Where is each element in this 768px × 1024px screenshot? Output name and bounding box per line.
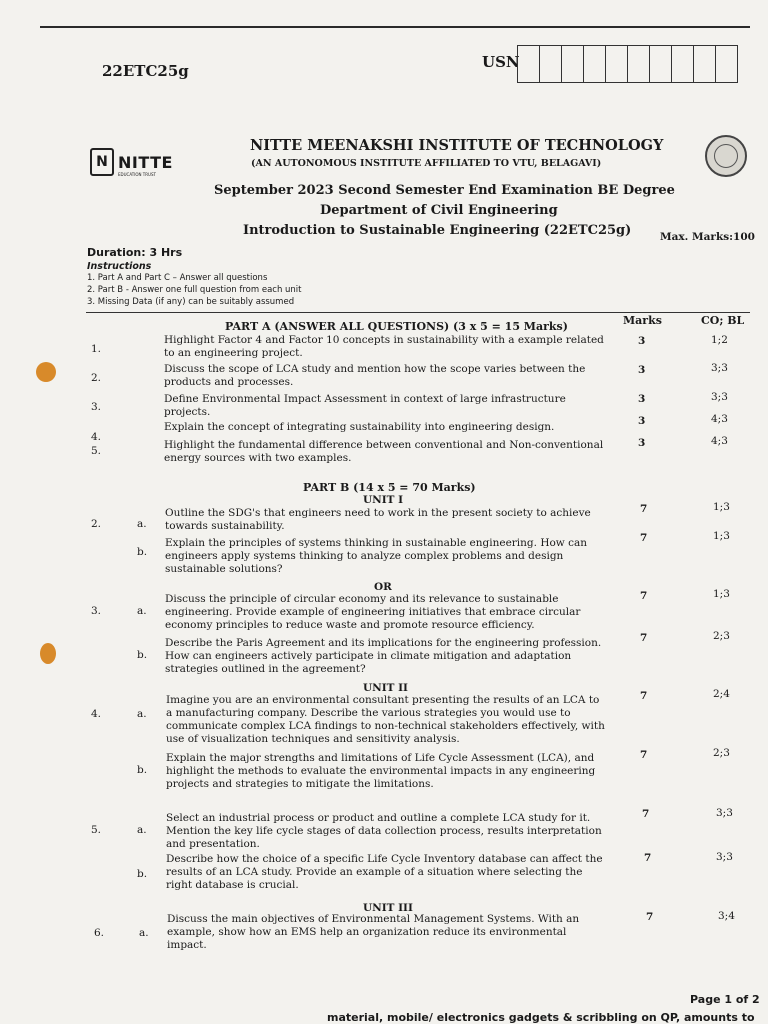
usn-boxes — [517, 45, 738, 83]
stain-mark — [36, 362, 56, 382]
or-label: OR — [374, 581, 392, 593]
question-number: 6. — [94, 927, 105, 939]
nitte-logo-icon: N — [90, 148, 114, 176]
usn-cell — [583, 45, 605, 83]
question-number: 2. — [91, 518, 102, 530]
question-marks: 7 — [640, 503, 648, 515]
question-text: Describe the Paris Agreement and its implications for the engineering profession. How can engineers actively participate in climate mitigation and adaptation strategies outlined in the agreement? — [165, 637, 602, 675]
affiliation: (AN AUTONOMOUS INSTITUTE AFFILIATED TO VTU, BELAGAVI) — [251, 158, 602, 169]
question-co: 2;4 — [713, 688, 730, 700]
department: Department of Civil Engineering — [320, 203, 558, 218]
page-number: Page 1 of 2 — [690, 993, 760, 1006]
question-number: 2. — [91, 372, 102, 384]
question-marks: 7 — [640, 632, 648, 644]
institute-seal-icon — [705, 135, 747, 177]
question-sub: a. — [137, 708, 147, 720]
question-co: 2;3 — [713, 747, 730, 759]
question-marks: 3 — [638, 335, 646, 347]
question-text: Explain the principles of systems thinking in sustainable engineering. How can engineers apply systems thinking to analyze complex problems and design sustainable solutions? — [165, 537, 588, 575]
question-co: 4;3 — [711, 413, 728, 425]
course-code: 22ETC25g — [102, 62, 189, 80]
usn-cell — [539, 45, 561, 83]
question-number: 3. — [91, 401, 102, 413]
question-sub: a. — [139, 927, 149, 939]
question-number: 5. — [91, 445, 102, 457]
question-sub: a. — [137, 824, 147, 836]
question-marks: 3 — [638, 437, 646, 449]
stain-mark — [40, 643, 56, 664]
question-text: Imagine you are an environmental consultant presenting the results of an LCA to a manufacturing company. Describe the various strategies you would use to communicate complex LCA findings to non-technical stakeholders effectively, with use of visualization techniques and sensitivity analysis. — [166, 694, 605, 745]
subject-title: Introduction to Sustainable Engineering (22ETC25g) — [243, 223, 632, 238]
question-text: Explain the major strengths and limitations of Life Cycle Assessment (LCA), and highlight the methods to evaluate the environmental impacts in any engineering projects and strategies to mitigate the limitations. — [166, 752, 596, 790]
question-marks: 3 — [638, 415, 646, 427]
question-text: Discuss the principle of circular economy and its relevance to sustainable engineering. Provide example of engineering initiatives that embrace circular economy principles to reduce waste and promote resource efficiency. — [165, 593, 581, 631]
top-rule — [40, 26, 750, 28]
question-marks: 7 — [640, 590, 648, 602]
question-sub: b. — [137, 649, 148, 661]
instruction-item: 3. Missing Data (if any) can be suitably assumed — [87, 297, 295, 307]
question-number: 3. — [91, 605, 102, 617]
question-co: 3;3 — [716, 851, 733, 863]
question-text: Define Environmental Impact Assessment in context of large infrastructure projects. — [164, 393, 566, 418]
usn-cell — [605, 45, 627, 83]
logo-text: NITTE — [118, 152, 173, 172]
question-co: 3;3 — [711, 391, 728, 403]
question-sub: a. — [137, 605, 147, 617]
unit-heading: UNIT III — [363, 902, 413, 914]
question-number: 4. — [91, 431, 102, 443]
usn-cell — [693, 45, 715, 83]
question-sub: b. — [137, 546, 148, 558]
question-number: 1. — [91, 343, 102, 355]
question-marks: 3 — [638, 393, 646, 405]
part-b-heading: PART B (14 x 5 = 70 Marks) — [303, 481, 476, 494]
question-text: Discuss the main objectives of Environmental Management Systems. With an example, show how an EMS help an organization reduce its environmental impact. — [167, 913, 580, 951]
question-marks: 7 — [642, 808, 650, 820]
question-co: 4;3 — [711, 435, 728, 447]
duration: Duration: 3 Hrs — [87, 246, 183, 259]
co-bl-column-header: CO; BL — [701, 314, 745, 327]
instruction-item: 1. Part A and Part C – Answer all questions — [87, 273, 268, 283]
question-co: 1;3 — [713, 588, 730, 600]
marks-column-header: Marks — [623, 314, 662, 327]
question-text: Highlight the fundamental difference between conventional and Non-conventional energy sources with two examples. — [164, 439, 604, 464]
question-co: 3;3 — [711, 362, 728, 374]
question-marks: 7 — [640, 532, 648, 544]
question-co: 2;3 — [713, 630, 730, 642]
question-co: 3;4 — [718, 910, 735, 922]
instruction-item: 2. Part B - Answer one full question from each unit — [87, 285, 302, 295]
question-text: Outline the SDG's that engineers need to work in the present society to achieve towards sustainability. — [165, 507, 591, 532]
question-number: 4. — [91, 708, 102, 720]
instructions-title: Instructions — [87, 261, 152, 272]
question-marks: 3 — [638, 364, 646, 376]
max-marks: Max. Marks:100 — [660, 231, 755, 243]
question-text: Highlight Factor 4 and Factor 10 concepts in sustainability with a example related to an engineering project. — [164, 334, 604, 359]
logo-subtext: EDUCATION TRUST — [118, 172, 156, 177]
question-sub: b. — [137, 764, 148, 776]
question-marks: 7 — [644, 852, 652, 864]
usn-cell — [715, 45, 738, 83]
question-text: Explain the concept of integrating sustainability into engineering design. — [164, 421, 555, 433]
question-text: Describe how the choice of a specific Life Cycle Inventory database can affect the results of an LCA study. Provide an example of a situation where selecting the right database is crucial. — [166, 853, 603, 891]
usn-cell — [561, 45, 583, 83]
instructions-rule — [86, 312, 750, 313]
question-marks: 7 — [640, 749, 648, 761]
usn-cell — [671, 45, 693, 83]
question-number: 5. — [91, 824, 102, 836]
usn-cell — [627, 45, 649, 83]
question-sub: b. — [137, 868, 148, 880]
footer-text: material, mobile/ electronics gadgets & scribbling on QP, amounts to — [327, 1011, 755, 1024]
question-text: Select an industrial process or product and outline a complete LCA study for it. Mention the key life cycle stages of data collection process, results interpretation and presentation. — [166, 812, 602, 850]
question-text: Discuss the scope of LCA study and mention how the scope varies between the products and processes. — [164, 363, 586, 388]
usn-label: USN — [482, 53, 520, 71]
question-co: 3;3 — [716, 807, 733, 819]
question-co: 1;3 — [713, 530, 730, 542]
question-marks: 7 — [640, 690, 648, 702]
institute-name: NITTE MEENAKSHI INSTITUTE OF TECHNOLOGY — [250, 137, 664, 154]
question-sub: a. — [137, 518, 147, 530]
question-marks: 7 — [646, 911, 654, 923]
part-a-heading: PART A (ANSWER ALL QUESTIONS) (3 x 5 = 15 Marks) — [225, 320, 568, 333]
question-co: 1;3 — [713, 501, 730, 513]
unit-heading: UNIT II — [363, 682, 408, 694]
exam-title: September 2023 Second Semester End Examination BE Degree — [214, 183, 675, 198]
question-co: 1;2 — [711, 334, 728, 346]
unit-heading: UNIT I — [363, 494, 404, 506]
usn-cell — [649, 45, 671, 83]
usn-cell — [517, 45, 539, 83]
